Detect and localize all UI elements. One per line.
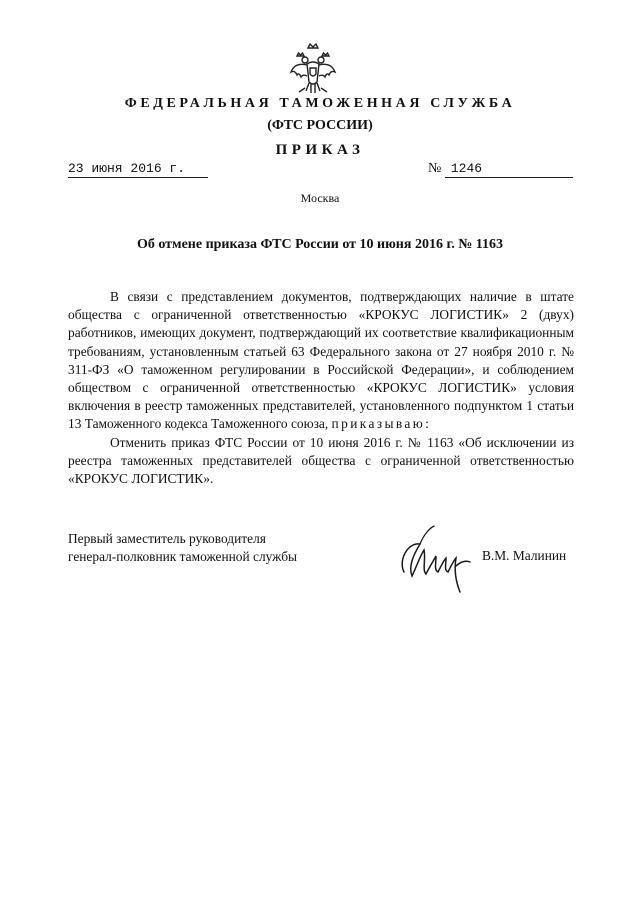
order-directive: приказываю: [331, 416, 432, 432]
document-body [68, 288, 574, 488]
number-label: № [428, 161, 442, 176]
document-title: Об отмене приказа ФТС России от 10 июня 2016 г. № 1163 [136, 237, 504, 252]
order-number: 1246 [445, 161, 573, 178]
signatory-position-line-2: генерал-полковник таможенной службы [68, 549, 298, 564]
handwritten-signature [390, 520, 490, 600]
body-paragraph-1-text: В связи с представлением документов, подтверждающих наличие в штате общества с ограниченной ответственностью «КРОКУС ЛОГИСТИК» 2 (двух) работников, имеющих документ, подтверждающий их соответствие квалификационным требованиям, установленным статьей 63 Федерального закона от 27 ноября 2010 г. № 311-ФЗ «О таможенном регулировании в Российской Федерации», и соблюдением обществом с ограниченной ответственностью «КРОКУС ЛОГИСТИК» условия включения в реестр таможенных представителей, установленного подпунктом 1 статьи 13 Таможенного кодекса Таможенного союза, [68, 289, 574, 432]
agency-short-name: (ФТС РОССИИ) [267, 118, 373, 133]
russian-coat-of-arms-icon [287, 42, 339, 98]
order-number-field [428, 161, 573, 178]
document-type: ПРИКАЗ [275, 142, 365, 158]
issue-city: Москва [300, 191, 340, 205]
agency-name: ФЕДЕРАЛЬНАЯ ТАМОЖЕННАЯ СЛУЖБА [124, 96, 516, 111]
body-paragraph-1 [68, 288, 574, 434]
body-paragraph-2: Отменить приказ ФТС России от 10 июня 2016 г. № 1163 «Об исключении из реестра таможенных представителей общества с ограниченной ответственностью «КРОКУС ЛОГИСТИК». [68, 434, 574, 487]
signatory-position [68, 530, 358, 566]
signatory-position-line-1: Первый заместитель руководителя [68, 531, 266, 546]
order-date: 23 июня 2016 г. [68, 161, 208, 178]
signatory-name: В.М. Малинин [482, 548, 567, 563]
